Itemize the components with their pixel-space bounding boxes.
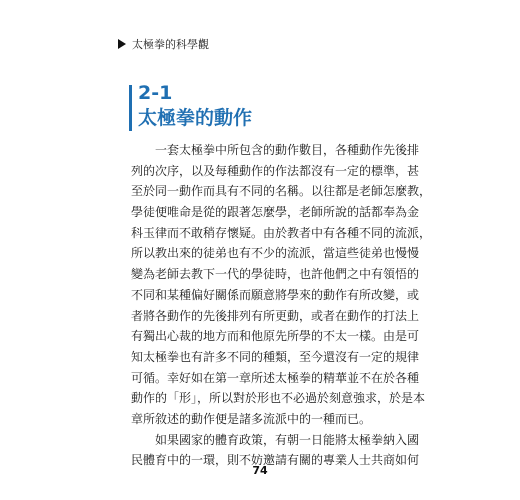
running-head-title: 太極拳的科學觀: [132, 38, 209, 51]
section-title: 太極拳的動作: [138, 107, 253, 129]
paragraph-1-line-4: 學徒便唯命是從的跟著怎麼學，老師所說的話都奉為金: [131, 205, 420, 220]
paragraph-1-line-2: 列的次序，以及每種動作的作法都沒有一定的標準，甚: [131, 163, 420, 178]
paragraph-2-line-1: 如果國家的體育政策，有朝一日能將太極拳納入國: [155, 432, 420, 447]
page-number: 74: [252, 464, 268, 477]
paragraph-1-line-10: 有獨出心裁的地方而和他原先所學的不太一樣。由是可: [131, 329, 420, 344]
paragraph-1-line-13: 動作的「形」，所以對於形也不必過於刻意強求，於是本: [131, 391, 426, 406]
section-number: 2-1: [138, 82, 173, 104]
body-text: [131, 140, 432, 471]
paragraph-1-line-8: 不同和某種偏好關係而願意將學來的動作有所改變，或: [131, 287, 420, 302]
triangle-marker-icon: [118, 39, 126, 49]
paragraph-1-line-1: 一套太極拳中所包含的動作數目，各種動作先後排: [155, 143, 420, 157]
section-accent-bar: [129, 85, 132, 131]
paragraph-1-line-5: 科玉律而不敢稍存懷疑。由於教者中有各種不同的流派，: [131, 225, 432, 240]
paragraph-1-line-9: 者將各動作的先後排列有所更動，或者在動作的打法上: [131, 308, 420, 323]
running-head: [118, 38, 209, 52]
paragraph-1-line-12: 可循。幸好如在第一章所述太極拳的精華並不在於各種: [131, 370, 420, 385]
paragraph-1-line-3: 至於同一動作而具有不同的名稱。以往都是老師怎麼教，: [131, 184, 432, 199]
paragraph-1-line-6: 所以教出來的徒弟也有不少的流派，當這些徒弟也慢慢: [131, 246, 420, 261]
paragraph-1-line-14: 章所敘述的動作便是諸多流派中的一種而已。: [131, 411, 372, 426]
paragraph-2-line-2: 民體育中的一環，則不妨邀請有關的專業人士共商如何: [131, 453, 420, 468]
paragraph-1-line-11: 知太極拳也有許多不同的種類，至今還沒有一定的規律: [131, 349, 420, 364]
paragraph-1-line-7: 變為老師去教下一代的學徒時，也許他們之中有領悟的: [131, 267, 420, 282]
